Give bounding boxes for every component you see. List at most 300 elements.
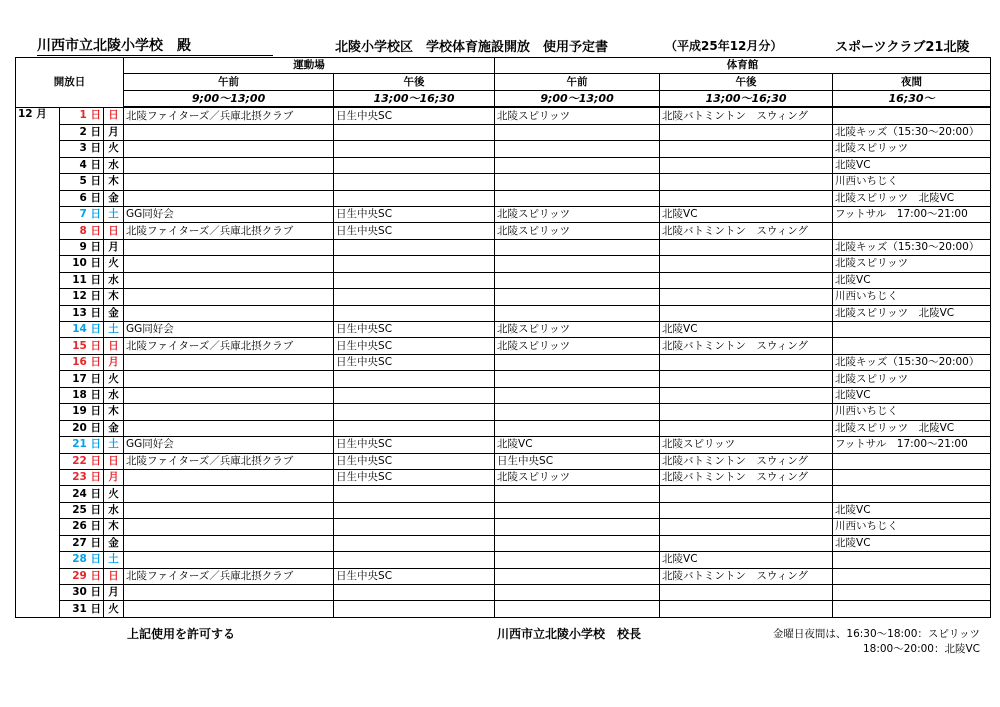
day-number-cell — [60, 420, 104, 436]
table-row — [16, 190, 991, 206]
gym-night-cell: 北陵キッズ（15:30〜20:00） — [833, 354, 991, 370]
ground-am-header: 午前 — [124, 74, 334, 90]
gym-night-cell: 北陵スピリッツ — [833, 371, 991, 387]
weekday-cell: 水 — [104, 502, 124, 518]
day-number: 20 — [72, 421, 87, 434]
gym-pm-cell — [660, 519, 833, 535]
gym-pm-cell — [660, 190, 833, 206]
weekday-cell: 金 — [104, 305, 124, 321]
open-day-header: 開放日 — [16, 58, 124, 108]
gym-am-cell — [495, 157, 660, 173]
day-number: 31 — [72, 602, 87, 615]
day-number: 17 — [72, 372, 87, 385]
day-suffix: 日 — [90, 487, 101, 500]
day-suffix: 日 — [90, 273, 101, 286]
ground-am-cell — [124, 552, 334, 568]
gym-am-cell — [495, 535, 660, 551]
day-suffix: 日 — [90, 421, 101, 434]
day-suffix: 日 — [90, 536, 101, 549]
day-number: 2 — [79, 125, 87, 138]
ground-am-time: 9;00〜13;00 — [124, 90, 334, 107]
day-suffix: 日 — [90, 290, 101, 303]
weekday-cell: 月 — [104, 239, 124, 255]
document-title: 北陵小学校区 学校体育施設開放 使用予定書 — [335, 40, 609, 55]
day-number: 25 — [72, 504, 87, 517]
table-row — [16, 124, 991, 140]
gym-night-time: 16;30〜 — [833, 90, 991, 107]
day-suffix: 日 — [90, 191, 101, 204]
table-row — [16, 223, 991, 239]
table-row — [16, 469, 991, 485]
gym-am-cell: 北陵スピリッツ — [495, 107, 660, 124]
gym-night-cell — [833, 322, 991, 338]
day-suffix: 日 — [90, 257, 101, 270]
gym-am-cell — [495, 124, 660, 140]
table-row — [16, 141, 991, 157]
table-row — [16, 272, 991, 288]
gym-pm-cell — [660, 387, 833, 403]
gym-pm-cell — [660, 256, 833, 272]
friday-note-line1: 金曜日夜間は、16:30〜18:00：スピリッツ — [772, 628, 980, 640]
ground-pm-cell: 日生中央SC — [334, 223, 495, 239]
day-number: 9 — [79, 241, 87, 254]
day-number-cell — [60, 568, 104, 584]
day-number-cell — [60, 601, 104, 617]
gym-night-cell: 川西いちじく — [833, 404, 991, 420]
gym-am-time: 9;00〜13;00 — [495, 90, 660, 107]
table-row — [16, 453, 991, 469]
gym-pm-cell — [660, 157, 833, 173]
day-number: 7 — [79, 208, 87, 221]
gym-am-cell — [495, 289, 660, 305]
table-row — [16, 502, 991, 518]
day-number: 1 — [79, 109, 87, 122]
gym-am-cell — [495, 404, 660, 420]
gym-night-header: 夜間 — [833, 74, 991, 90]
day-number-cell — [60, 174, 104, 190]
gym-night-cell — [833, 107, 991, 124]
day-suffix: 日 — [90, 109, 101, 122]
gym-am-cell — [495, 601, 660, 617]
gym-am-cell — [495, 239, 660, 255]
day-number: 15 — [72, 339, 87, 352]
day-number-cell — [60, 322, 104, 338]
ground-pm-cell: 日生中央SC — [334, 107, 495, 124]
day-suffix: 日 — [90, 158, 101, 171]
day-number: 8 — [79, 224, 87, 237]
gym-am-cell — [495, 519, 660, 535]
ground-pm-cell: 日生中央SC — [334, 437, 495, 453]
ground-am-cell — [124, 141, 334, 157]
table-row — [16, 420, 991, 436]
table-row — [16, 354, 991, 370]
day-suffix: 日 — [90, 142, 101, 155]
day-number-cell — [60, 437, 104, 453]
day-number-cell — [60, 338, 104, 354]
day-number: 5 — [79, 175, 87, 188]
day-number: 6 — [79, 191, 87, 204]
gym-pm-cell: 北陵VC — [660, 322, 833, 338]
day-suffix: 日 — [90, 602, 101, 615]
ground-pm-cell — [334, 601, 495, 617]
day-number-cell — [60, 289, 104, 305]
addressee: 川西市立北陵小学校 殿 — [37, 35, 273, 56]
day-number-cell — [60, 157, 104, 173]
day-number: 12 — [72, 290, 87, 303]
gym-am-cell: 北陵スピリッツ — [495, 338, 660, 354]
table-row — [16, 322, 991, 338]
ground-pm-cell — [334, 502, 495, 518]
table-row — [16, 305, 991, 321]
table-row — [16, 404, 991, 420]
gym-am-cell — [495, 256, 660, 272]
day-suffix: 日 — [90, 553, 101, 566]
weekday-cell: 火 — [104, 601, 124, 617]
gym-night-cell: 北陵スピリッツ 北陵VC — [833, 190, 991, 206]
gym-pm-cell — [660, 585, 833, 601]
month-cell: 12 月 — [16, 107, 60, 617]
day-number-cell — [60, 305, 104, 321]
gym-pm-cell — [660, 239, 833, 255]
ground-pm-cell: 日生中央SC — [334, 354, 495, 370]
day-number-cell — [60, 585, 104, 601]
weekday-cell: 金 — [104, 535, 124, 551]
table-row — [16, 206, 991, 222]
ground-pm-cell — [334, 535, 495, 551]
ground-pm-cell: 日生中央SC — [334, 469, 495, 485]
day-suffix: 日 — [90, 224, 101, 237]
weekday-cell: 金 — [104, 190, 124, 206]
table-row — [16, 486, 991, 502]
gym-pm-cell — [660, 305, 833, 321]
ground-pm-cell: 日生中央SC — [334, 338, 495, 354]
gym-pm-cell — [660, 535, 833, 551]
day-number-cell — [60, 519, 104, 535]
table-row — [16, 107, 991, 124]
gym-am-cell — [495, 568, 660, 584]
day-number: 29 — [72, 569, 87, 582]
day-suffix: 日 — [90, 454, 101, 467]
gym-night-cell — [833, 601, 991, 617]
gym-pm-cell — [660, 371, 833, 387]
gym-am-header: 午前 — [495, 74, 660, 90]
gym-night-cell: 北陵スピリッツ 北陵VC — [833, 420, 991, 436]
ground-am-cell — [124, 157, 334, 173]
ground-am-cell: 北陵ファイターズ／兵庫北摂クラブ — [124, 453, 334, 469]
period-label: （平成25年12月分） — [665, 39, 783, 53]
ground-am-cell — [124, 354, 334, 370]
gym-am-cell — [495, 387, 660, 403]
ground-am-cell: 北陵ファイターズ／兵庫北摂クラブ — [124, 223, 334, 239]
weekday-cell: 月 — [104, 124, 124, 140]
gym-pm-header: 午後 — [660, 74, 833, 90]
ground-am-cell: 北陵ファイターズ／兵庫北摂クラブ — [124, 338, 334, 354]
weekday-cell: 日 — [104, 223, 124, 239]
ground-pm-cell — [334, 585, 495, 601]
day-number-cell — [60, 552, 104, 568]
gym-night-cell — [833, 585, 991, 601]
day-number-cell — [60, 387, 104, 403]
weekday-cell: 水 — [104, 387, 124, 403]
gym-night-cell: 北陵キッズ（15:30〜20:00） — [833, 124, 991, 140]
gym-night-cell: 川西いちじく — [833, 289, 991, 305]
weekday-cell: 土 — [104, 206, 124, 222]
day-number: 18 — [72, 388, 87, 401]
gym-am-cell — [495, 272, 660, 288]
ground-pm-cell — [334, 486, 495, 502]
ground-pm-cell — [334, 404, 495, 420]
day-number: 13 — [72, 306, 87, 319]
day-suffix: 日 — [90, 471, 101, 484]
approval-text: 上記使用を許可する — [127, 627, 236, 641]
table-row — [16, 157, 991, 173]
weekday-cell: 日 — [104, 107, 124, 124]
weekday-cell: 火 — [104, 141, 124, 157]
gym-night-cell: 北陵VC — [833, 502, 991, 518]
gym-am-cell — [495, 141, 660, 157]
day-suffix: 日 — [90, 208, 101, 221]
gym-header: 体育館 — [495, 58, 991, 74]
ground-am-cell: 北陵ファイターズ／兵庫北摂クラブ — [124, 568, 334, 584]
ground-pm-cell — [334, 124, 495, 140]
gym-night-cell: 川西いちじく — [833, 174, 991, 190]
day-number-cell — [60, 223, 104, 239]
day-number: 4 — [79, 158, 87, 171]
gym-am-cell: 北陵スピリッツ — [495, 469, 660, 485]
ground-am-cell — [124, 535, 334, 551]
ground-pm-cell: 日生中央SC — [334, 453, 495, 469]
day-suffix: 日 — [90, 388, 101, 401]
ground-pm-cell — [334, 174, 495, 190]
ground-am-cell — [124, 371, 334, 387]
weekday-cell: 火 — [104, 486, 124, 502]
table-row — [16, 338, 991, 354]
ground-pm-cell — [334, 256, 495, 272]
day-suffix: 日 — [90, 504, 101, 517]
weekday-cell: 金 — [104, 420, 124, 436]
ground-am-cell — [124, 174, 334, 190]
gym-night-cell: フットサル 17:00〜21:00 — [833, 206, 991, 222]
table-row — [16, 601, 991, 617]
gym-pm-cell: 北陵バトミントン スウィング — [660, 107, 833, 124]
day-number: 28 — [72, 553, 87, 566]
ground-pm-cell — [334, 190, 495, 206]
ground-pm-time: 13;00〜16;30 — [334, 90, 495, 107]
day-suffix: 日 — [90, 569, 101, 582]
table-row — [16, 387, 991, 403]
day-suffix: 日 — [90, 520, 101, 533]
ground-pm-cell — [334, 289, 495, 305]
gym-am-cell — [495, 174, 660, 190]
ground-am-cell — [124, 239, 334, 255]
friday-note-line2: 18:00〜20:00：北陵VC — [862, 643, 980, 655]
weekday-cell: 木 — [104, 519, 124, 535]
table-row — [16, 371, 991, 387]
day-suffix: 日 — [90, 339, 101, 352]
ground-pm-cell — [334, 141, 495, 157]
gym-am-cell: 北陵VC — [495, 437, 660, 453]
gym-pm-cell — [660, 174, 833, 190]
gym-am-cell — [495, 190, 660, 206]
weekday-cell: 土 — [104, 437, 124, 453]
table-row — [16, 552, 991, 568]
day-suffix: 日 — [90, 306, 101, 319]
ground-pm-cell: 日生中央SC — [334, 322, 495, 338]
table-row — [16, 174, 991, 190]
gym-night-cell: 北陵スピリッツ 北陵VC — [833, 305, 991, 321]
ground-am-cell — [124, 420, 334, 436]
day-number-cell — [60, 107, 104, 124]
day-number-cell — [60, 124, 104, 140]
gym-night-cell — [833, 486, 991, 502]
day-number-cell — [60, 239, 104, 255]
weekday-cell: 月 — [104, 354, 124, 370]
gym-night-cell — [833, 469, 991, 485]
ground-pm-cell: 日生中央SC — [334, 568, 495, 584]
gym-pm-cell: 北陵スピリッツ — [660, 437, 833, 453]
ground-pm-header: 午後 — [334, 74, 495, 90]
ground-am-cell — [124, 272, 334, 288]
table-row — [16, 568, 991, 584]
ground-am-cell — [124, 585, 334, 601]
day-number-cell — [60, 354, 104, 370]
day-number-cell — [60, 535, 104, 551]
day-number-cell — [60, 453, 104, 469]
day-number-cell — [60, 404, 104, 420]
day-number-cell — [60, 371, 104, 387]
day-number: 30 — [72, 586, 87, 599]
gym-pm-cell — [660, 404, 833, 420]
table-row — [16, 585, 991, 601]
gym-pm-cell — [660, 502, 833, 518]
ground-pm-cell — [334, 157, 495, 173]
gym-pm-cell — [660, 601, 833, 617]
day-number: 10 — [72, 257, 87, 270]
table-row — [16, 519, 991, 535]
day-number: 26 — [72, 520, 87, 533]
day-suffix: 日 — [90, 356, 101, 369]
gym-am-cell — [495, 420, 660, 436]
weekday-cell: 木 — [104, 404, 124, 420]
day-number: 21 — [72, 438, 87, 451]
day-number-cell — [60, 502, 104, 518]
weekday-cell: 日 — [104, 453, 124, 469]
gym-am-cell: 北陵スピリッツ — [495, 223, 660, 239]
weekday-cell: 木 — [104, 289, 124, 305]
gym-night-cell — [833, 552, 991, 568]
ground-pm-cell — [334, 387, 495, 403]
signatory-text: 川西市立北陵小学校 校長 — [497, 627, 642, 641]
weekday-cell: 火 — [104, 256, 124, 272]
table-row — [16, 256, 991, 272]
weekday-cell: 火 — [104, 371, 124, 387]
table-row — [16, 289, 991, 305]
weekday-cell: 水 — [104, 157, 124, 173]
weekday-cell: 木 — [104, 174, 124, 190]
day-number-cell — [60, 469, 104, 485]
gym-am-cell: 北陵スピリッツ — [495, 322, 660, 338]
ground-am-cell — [124, 469, 334, 485]
gym-night-cell: 川西いちじく — [833, 519, 991, 535]
gym-pm-cell — [660, 289, 833, 305]
ground-am-cell: GG同好会 — [124, 322, 334, 338]
gym-pm-cell — [660, 272, 833, 288]
ground-pm-cell — [334, 552, 495, 568]
gym-night-cell: フットサル 17:00〜21:00 — [833, 437, 991, 453]
ground-pm-cell — [334, 420, 495, 436]
gym-am-cell — [495, 585, 660, 601]
gym-pm-cell: 北陵バトミントン スウィング — [660, 338, 833, 354]
day-number: 27 — [72, 536, 87, 549]
header-row-period — [16, 74, 991, 90]
weekday-cell: 日 — [104, 338, 124, 354]
gym-night-cell: 北陵VC — [833, 157, 991, 173]
gym-night-cell — [833, 568, 991, 584]
schedule-table — [15, 57, 991, 618]
day-suffix: 日 — [90, 438, 101, 451]
title-row — [0, 35, 1000, 53]
ground-am-cell — [124, 190, 334, 206]
header-row-time — [16, 90, 991, 107]
day-number-cell — [60, 190, 104, 206]
day-number: 19 — [72, 405, 87, 418]
day-suffix: 日 — [90, 175, 101, 188]
day-number-cell — [60, 486, 104, 502]
day-number-cell — [60, 272, 104, 288]
ground-am-cell — [124, 256, 334, 272]
gym-night-cell: 北陵VC — [833, 272, 991, 288]
gym-night-cell: 北陵スピリッツ — [833, 141, 991, 157]
weekday-cell: 土 — [104, 322, 124, 338]
day-suffix: 日 — [90, 323, 101, 336]
day-suffix: 日 — [90, 372, 101, 385]
gym-pm-cell: 北陵VC — [660, 552, 833, 568]
gym-pm-cell — [660, 354, 833, 370]
weekday-cell: 水 — [104, 272, 124, 288]
weekday-cell: 月 — [104, 585, 124, 601]
gym-pm-cell — [660, 124, 833, 140]
gym-am-cell — [495, 502, 660, 518]
day-number: 22 — [72, 454, 87, 467]
day-suffix: 日 — [90, 241, 101, 254]
ground-am-cell: GG同好会 — [124, 206, 334, 222]
weekday-cell: 月 — [104, 469, 124, 485]
ground-am-cell — [124, 124, 334, 140]
day-number: 23 — [72, 471, 87, 484]
gym-pm-cell: 北陵VC — [660, 206, 833, 222]
gym-night-cell: 北陵VC — [833, 535, 991, 551]
weekday-cell: 日 — [104, 568, 124, 584]
gym-night-cell — [833, 338, 991, 354]
gym-am-cell — [495, 371, 660, 387]
gym-night-cell — [833, 223, 991, 239]
ground-pm-cell: 日生中央SC — [334, 206, 495, 222]
ground-pm-cell — [334, 239, 495, 255]
ground-am-cell — [124, 404, 334, 420]
ground-pm-cell — [334, 305, 495, 321]
gym-night-cell: 北陵スピリッツ — [833, 256, 991, 272]
ground-am-cell — [124, 519, 334, 535]
ground-pm-cell — [334, 519, 495, 535]
gym-pm-cell — [660, 420, 833, 436]
day-number: 24 — [72, 487, 87, 500]
gym-am-cell — [495, 552, 660, 568]
gym-am-cell — [495, 305, 660, 321]
gym-night-cell: 北陵VC — [833, 387, 991, 403]
day-suffix: 日 — [90, 586, 101, 599]
header-row-venue — [16, 58, 991, 74]
table-row — [16, 535, 991, 551]
